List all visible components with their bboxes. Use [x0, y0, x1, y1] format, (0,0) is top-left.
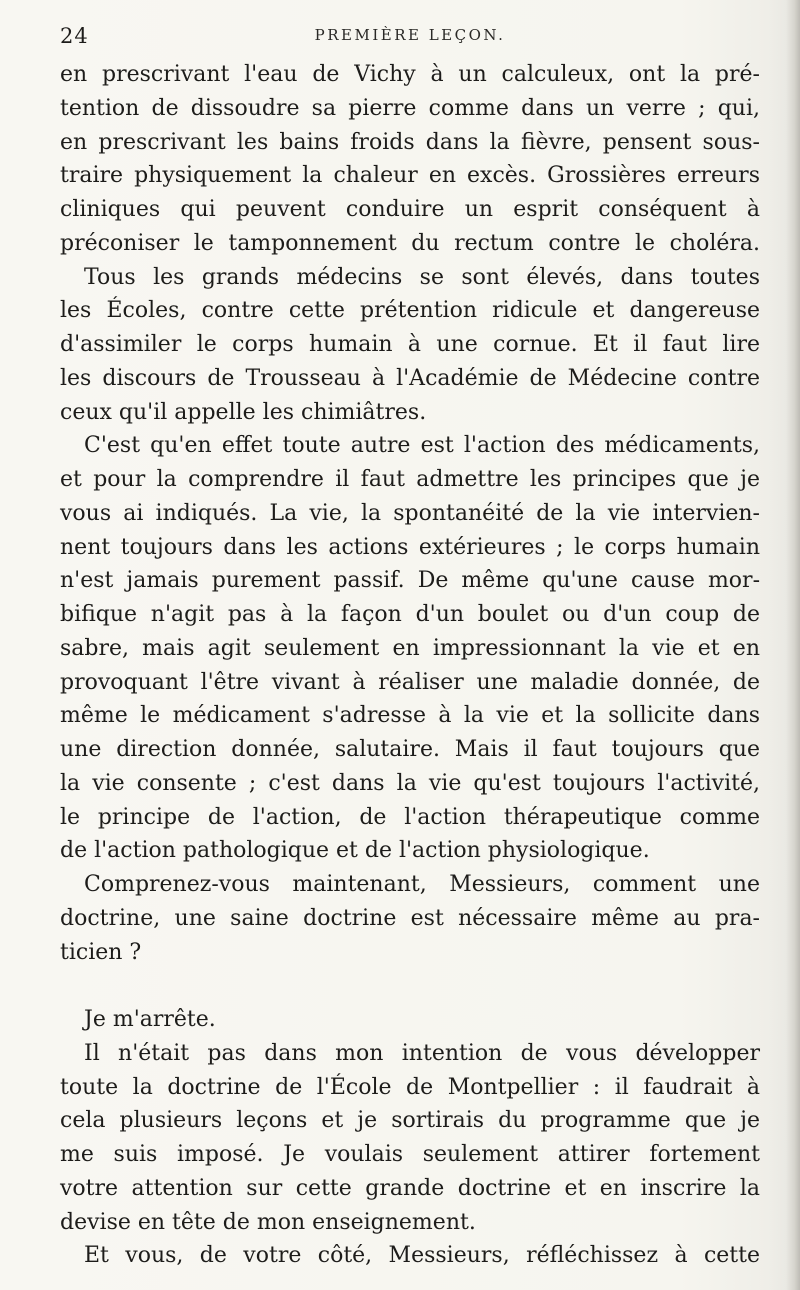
text-line: nent toujours dans les actions extérieures ; le corps humain — [60, 534, 760, 560]
text-line: de l'action pathologique et de l'action physiologique. — [60, 838, 650, 864]
text-line: votre attention sur cette grande doctrine et en inscrire la — [60, 1175, 760, 1201]
running-head: PREMIÈRE LEÇON. — [314, 26, 506, 44]
text-line: et pour la comprendre il faut admettre les principes que je — [60, 467, 760, 492]
text-line: même le médicament s'adresse à la vie et la sollicite dans — [60, 703, 760, 729]
text-line: toute la doctrine de l'École de Montpellier : il faudrait à — [60, 1074, 760, 1100]
text-line: les Écoles, contre cette prétention ridicule et dangereuse — [60, 298, 760, 324]
text-line: provoquant l'être vivant à réaliser une maladie donnée, de — [60, 669, 760, 695]
text-line: la vie consente ; c'est dans la vie qu'est toujours l'activité, — [60, 770, 760, 796]
text-line: en prescrivant les bains froids dans la fièvre, pensent sous- — [60, 129, 760, 155]
text-line: Et vous, de votre côté, Messieurs, réfléchissez à cette — [84, 1243, 760, 1269]
text-line: Il n'était pas dans mon intention de vous développer — [84, 1040, 760, 1066]
page-number: 24 — [60, 24, 89, 48]
page-header — [60, 24, 760, 54]
text-line: n'est jamais purement passif. De même qu'une cause mor- — [60, 568, 760, 594]
text-line: cela plusieurs leçons et je sortirais du programme que je — [60, 1108, 760, 1134]
text-line: doctrine, une saine doctrine est nécessaire même au pra- — [60, 905, 760, 931]
text-line: sabre, mais agit seulement en impressionnant la vie et en — [60, 635, 760, 661]
text-line: d'assimiler le corps humain à une cornue. Et il faut lire — [60, 332, 760, 357]
text-line: cliniques qui peuvent conduire un esprit conséquent à — [60, 197, 760, 222]
text-line: une direction donnée, salutaire. Mais il faut toujours que — [60, 737, 760, 762]
text-line: ceux qu'il appelle les chimiâtres. — [60, 399, 427, 425]
text-line: préconiser le tamponnement du rectum contre le choléra. — [60, 230, 760, 256]
text-line: bifique n'agit pas à la façon d'un boulet ou d'un coup de — [60, 602, 760, 627]
text-line: me suis imposé. Je voulais seulement attirer fortement — [60, 1142, 760, 1167]
text-line: en prescrivant l'eau de Vichy à un calculeux, ont la pré- — [60, 62, 760, 87]
page-edge-shadow — [786, 0, 800, 1290]
text-line: les discours de Trousseau à l'Académie de Médecine contre — [60, 365, 760, 391]
text-line: Je m'arrête. — [84, 1007, 216, 1032]
body-text — [60, 58, 760, 1273]
text-line: C'est qu'en effet toute autre est l'action des médicaments, — [84, 433, 760, 459]
text-line: Comprenez-vous maintenant, Messieurs, comment une — [84, 872, 760, 897]
text-line: ticien ? — [60, 939, 142, 965]
text-line: tention de dissoudre sa pierre comme dans un verre ; qui, — [60, 95, 760, 121]
text-line: traire physiquement la chaleur en excès. Grossières erreurs — [60, 163, 760, 189]
text-line: le principe de l'action, de l'action thérapeutique comme — [60, 804, 760, 830]
text-line: vous ai indiqués. La vie, la spontanéité de la vie intervien- — [60, 500, 760, 526]
text-line: Tous les grands médecins se sont élevés, dans toutes — [84, 264, 760, 290]
text-line: devise en tête de mon enseignement. — [60, 1209, 476, 1235]
paragraph-gap — [60, 969, 760, 1003]
